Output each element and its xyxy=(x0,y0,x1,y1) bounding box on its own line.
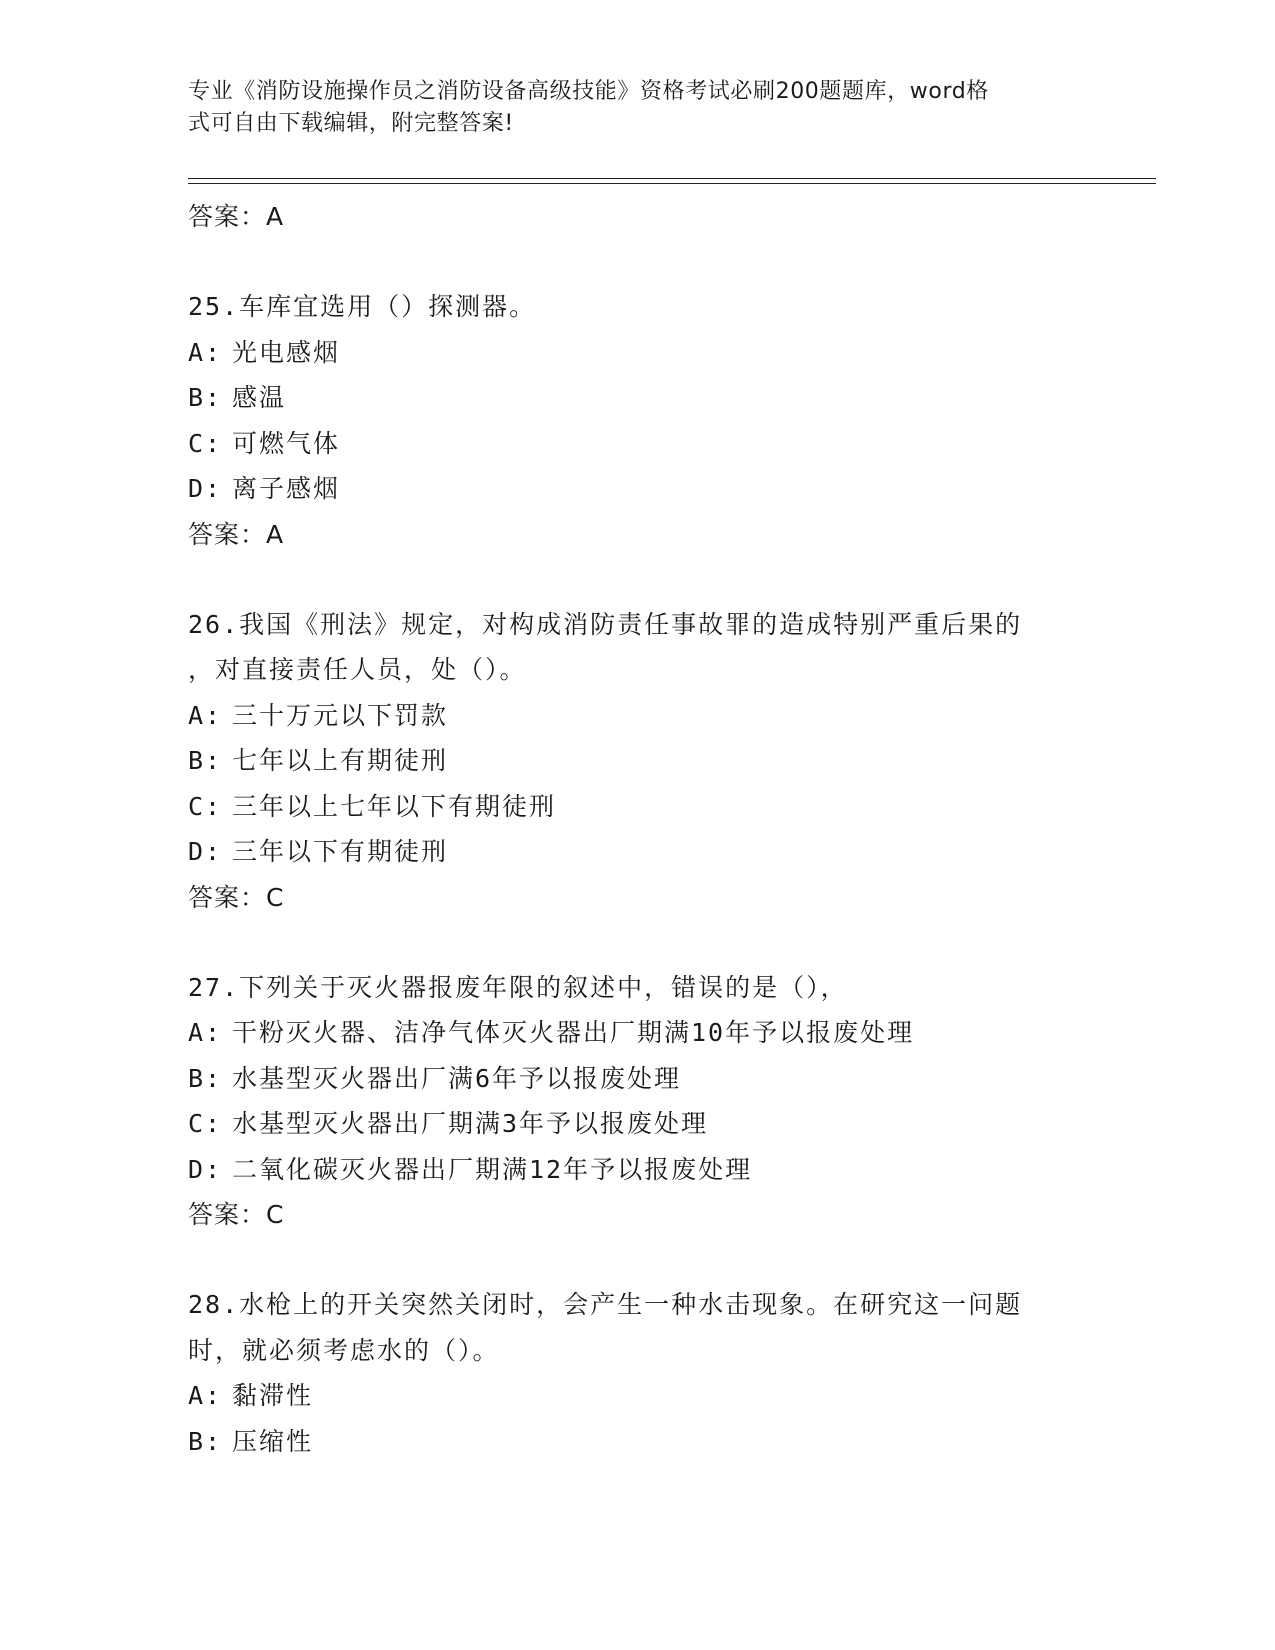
option-row xyxy=(188,693,1088,739)
option-label: D: xyxy=(188,474,223,503)
option-label: A: xyxy=(188,1381,223,1410)
document-header xyxy=(188,76,1068,140)
option-row xyxy=(188,330,1088,376)
option-label: C: xyxy=(188,791,223,821)
option-text: 光电感烟 xyxy=(232,337,341,367)
option-row xyxy=(188,1101,1088,1147)
option-label: B: xyxy=(188,1063,223,1093)
question-text: ，对直接责任人员，处（）。 xyxy=(188,655,527,684)
option-text: 二氧化碳灭火器出厂期满12年予以报废处理 xyxy=(232,1154,753,1184)
header-rule-top xyxy=(188,178,1156,179)
question-text: 28.水枪上的开关突然关闭时，会产生一种水击现象。在研究这一问题 xyxy=(188,1290,1023,1319)
questions-container xyxy=(188,284,1088,1464)
option-label: C: xyxy=(188,1109,223,1138)
answer-line: 答案：C xyxy=(188,1200,285,1229)
option-label: B: xyxy=(188,746,223,775)
question-text: 27.下列关于灭火器报废年限的叙述中，错误的是（）， xyxy=(188,972,848,1002)
option-text: 七年以上有期徒刑 xyxy=(232,746,449,775)
question-list xyxy=(188,194,1088,1464)
option-row xyxy=(188,738,1088,784)
option-label: B: xyxy=(188,1426,223,1456)
option-row xyxy=(188,421,1088,467)
option-text: 黏滞性 xyxy=(232,1381,314,1410)
option-label: A: xyxy=(188,700,223,730)
option-label: A: xyxy=(188,1018,223,1047)
question-text: 时，就必须考虑水的（）。 xyxy=(188,1335,500,1365)
option-row xyxy=(188,1147,1088,1193)
option-text: 三十万元以下罚款 xyxy=(232,700,449,730)
option-text: 压缩性 xyxy=(232,1426,314,1456)
question-block xyxy=(188,965,1088,1239)
option-label: C: xyxy=(188,428,223,458)
option-row xyxy=(188,375,1088,421)
option-text: 感温 xyxy=(232,383,287,412)
header-line-2: 式可自由下载编辑，附完整答案! xyxy=(188,111,514,136)
question-block xyxy=(188,602,1088,921)
answer-line: 答案：A xyxy=(188,202,285,231)
option-label: D: xyxy=(188,837,223,866)
option-text: 离子感烟 xyxy=(232,474,341,503)
option-row xyxy=(188,466,1088,512)
option-row xyxy=(188,1419,1088,1465)
option-text: 干粉灭火器、洁净气体灭火器出厂期满10年予以报废处理 xyxy=(232,1018,915,1047)
question-block xyxy=(188,1282,1088,1464)
answer-line: 答案：C xyxy=(188,882,285,912)
option-label: D: xyxy=(188,1154,223,1184)
option-label: A: xyxy=(188,337,223,367)
question-text: 26.我国《刑法》规定，对构成消防责任事故罪的造成特别严重后果的 xyxy=(188,609,1023,639)
header-line-1: 专业《消防设施操作员之消防设备高级技能》资格考试必刷200题题库，word格 xyxy=(188,79,989,104)
option-row xyxy=(188,1056,1088,1102)
option-row xyxy=(188,829,1088,875)
option-row xyxy=(188,1373,1088,1419)
option-text: 水基型灭火器出厂满6年予以报废处理 xyxy=(232,1063,682,1093)
option-text: 可燃气体 xyxy=(232,428,341,458)
option-text: 三年以下有期徒刑 xyxy=(232,837,449,866)
header-rule-bottom xyxy=(188,183,1156,184)
option-label: B: xyxy=(188,383,223,412)
question-block xyxy=(188,284,1088,558)
answer-line: 答案：A xyxy=(188,519,285,549)
question-text: 25.车库宜选用（）探测器。 xyxy=(188,292,537,321)
option-text: 三年以上七年以下有期徒刑 xyxy=(232,791,557,821)
option-row xyxy=(188,784,1088,830)
option-text: 水基型灭火器出厂期满3年予以报废处理 xyxy=(232,1109,709,1138)
option-row xyxy=(188,1010,1088,1056)
